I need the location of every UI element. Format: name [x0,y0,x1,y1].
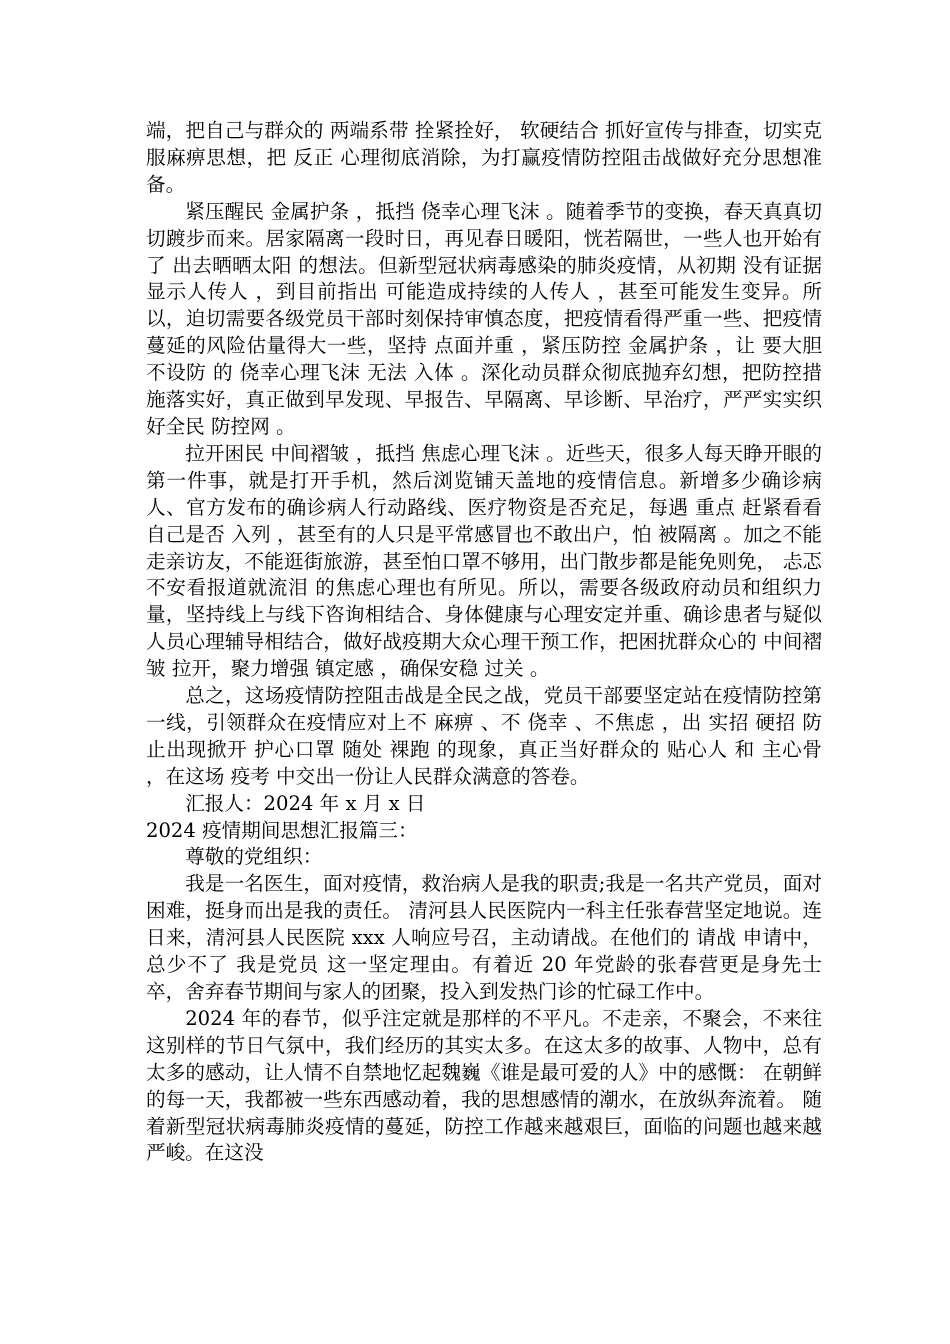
signature-line: 汇报人：2024 年 x 月 x 日 [185,791,426,815]
section-title: 2024 疫情期间思想汇报篇三： [146,818,418,842]
document-page [146,118,822,1167]
paragraph-metal-strip: 紧压醒民 金属护条 ，抵挡 侥幸心理飞沫 。随着季节的变换，春天真真切切踱步而来。居家隔离一段时日，再见春日暖阳，恍若隔世，一些人也开始有了 出去晒晒太阳 的想法。但新型冠状病毒感染的肺炎疫情，从初期 没有证据显示人传人 ，到目前指出 可能造成持续的人传人 ，甚至可能发生变异。所以，迫切需要各级党员干部时刻保持审慎态度，把疫情看得严重一些、把疫情蔓延的风险估量得大一些，坚持 点面并重 ，紧压防控 金属护条 ，让 要大胆不设防 的 侥幸心理飞沫 无法 入体 。深化动员群众彻底抛弃幻想，把防控措施落实好，真正做到早发现、早报告、早隔离、早诊断、早治疗，严严实实织好全民 防控网 。 [146,199,822,438]
salutation: 尊敬的党组织： [185,845,323,869]
paragraph-conclusion: 总之，这场疫情防控阻击战是全民之战，党员干部要坚定站在疫情防控第一线，引领群众在疫情应对上不 麻痹 、不 侥幸 、不焦虑 ，出 实招 硬招 防止出现掀开 护心口罩 随处 裸跑 的现象，真正当好群众的 贴心人 和 主心骨 ，在这场 疫考 中交出一份让人民群众满意的答卷。 [146,684,822,788]
paragraph-spring-festival: 2024 年的春节，似乎注定就是那样的不平凡。不走亲，不聚会，不来往 这别样的节日气氛中，我们经历的其实太多。在这太多的故事、人物中，总有太多的感动，让人情不自禁地忆起魏巍《谁是最可爱的人》中的感慨： 在朝鲜的每一天，我都被一些东西感动着，我的思想感情的潮水，在放纵奔流着。 随着新型冠状病毒肺炎疫情的蔓延，防控工作越来越艰巨，面临的问题也越来越严峻。在这没 [146,1006,822,1165]
paragraph-doctor: 我是一名医生，面对疫情，救治病人是我的职责;我是一名共产党员，面对困难，挺身而出是我的责任。 清河县人民医院内一科主任张春营坚定地说。连日来，清河县人民医院 xxx 人响应号召，主动请战。在他们的 请战 申请中，总少不了 我是党员 这一坚定理由。有着近 20 年党龄的张春营更是身先士卒，舍弃春节期间与家人的团聚，投入到发热门诊的忙碌工作中。 [146,872,822,1003]
paragraph-middle-fold: 拉开困民 中间褶皱 ，抵挡 焦虑心理飞沫 。近些天，很多人每天睁开眼的第一件事，就是打开手机，然后浏览铺天盖地的疫情信息。新增多少确诊病人、官方发布的确诊病人行动路线、医疗物资是否充足，每遇 重点 赶紧看看自己是否 入列 ，甚至有的人只是平常感冒也不敢出户，怕 被隔离 。加之不能走亲访友，不能逛街旅游，甚至怕口罩不够用，出门散步都是能免则免， 忐忑不安看报道就流泪 的焦虑心理也有所见。所以，需要各级政府动员和组织力量，坚持线上与线下咨询相结合、身体健康与心理安定并重、确诊患者与疑似人员心理辅导相结合，做好战疫期大众心理干预工作，把困扰群众心的 中间褶皱 拉开，聚力增强 镇定感 ，确保安稳 过关 。 [146,441,822,681]
paragraph-opening: 端，把自己与群众的 两端系带 拴紧拴好， 软硬结合 抓好宣传与排查，切实克服麻痹思想，把 反正 心理彻底消除，为打赢疫情防控阻击战做好充分思想准备。 [146,119,822,196]
